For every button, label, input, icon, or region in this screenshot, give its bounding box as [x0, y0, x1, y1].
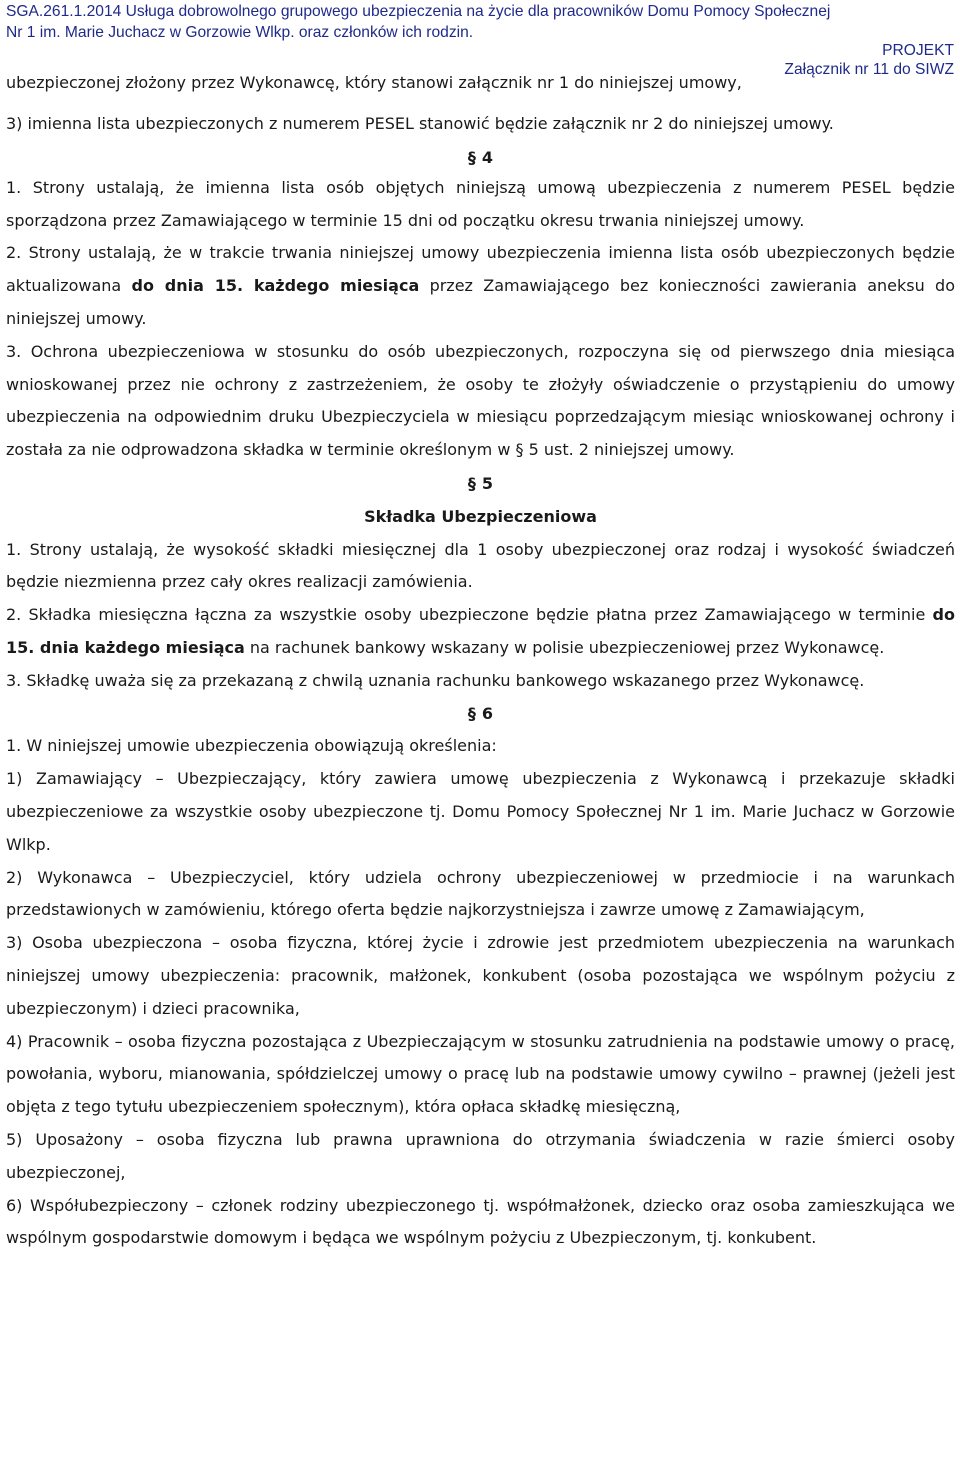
text-run: 2. Składka miesięczna łączna za wszystkie osoby ubezpieczone będzie płatna przez Zamawiającego w terminie	[6, 605, 933, 625]
section-4-point-1: 1. Strony ustalają, że imienna lista osób objętych niniejszą umową ubezpieczenia z numerem PESEL będzie sporządzona przez Zamawiającego w terminie 15 dni od początku okresu trwania niniejszej umowy.	[6, 177, 955, 230]
header-line-2-left: Nr 1 im. Marie Juchacz w Gorzowie Wlkp. oraz członków ich rodzin.	[6, 24, 474, 41]
paragraph-continuation-2: 3) imienna lista ubezpieczonych z numerem PESEL stanowić będzie załącznik nr 2 do niniejszej umowy.	[6, 114, 834, 133]
definition-5: 5) Uposażony – osoba fizyczna lub prawna uprawniona do otrzymania świadczenia w razie śmierci osoby ubezpieczonej,	[6, 1129, 955, 1182]
section-4-point-3: 3. Ochrona ubezpieczeniowa w stosunku do osób ubezpieczonych, rozpoczyna się od pierwszego dnia miesiąca wnioskowanej przez nie ochrony z zastrzeżeniem, że osoby te złożyły oświadczenie o przystąpieniu do umowy ubezpieczenia na odpowiednim druku Ubezpieczyciela w miesiącu poprzedzającym miesiąc wnioskowanej ochrony i została za nie odprowadzona składka w terminie określonym w § 5 ust. 2 niniejszej umowy.	[6, 341, 955, 460]
section-6-heading	[6, 698, 955, 731]
section-5-title: Składka Ubezpieczeniowa	[364, 506, 597, 526]
section-5-point-3: 3. Składkę uważa się za przekazaną z chwilą uznania rachunku bankowego wskazanego przez Wykonawcę.	[6, 670, 865, 690]
section-4-heading	[6, 144, 955, 172]
text-run-bold: do 15. dnia każdego miesiąca	[6, 605, 955, 657]
section-4-point-2	[6, 237, 955, 335]
header-line-2	[0, 22, 960, 43]
attachment-label: Załącznik nr 11 do SIWZ	[784, 61, 954, 78]
definition-1: 1) Zamawiający – Ubezpieczający, który zawiera umowę ubezpieczenia z Wykonawcą i przekazuje składki ubezpieczeniowe za wszystkie osoby ubezpieczone tj. Domu Pomocy Społecznej Nr 1 im. Marie Juchacz w Gorzowie Wlkp.	[6, 769, 955, 854]
section-symbol: §	[467, 473, 476, 493]
definition-6: 6) Współubezpieczony – członek rodziny ubezpieczonego tj. współmałżonek, dziecko oraz osoba zamieszkująca we wspólnym gospodarstwie domowym i będąca we wspólnym pożyciu z Ubezpieczonym, tj. konkubent.	[6, 1195, 955, 1248]
document-body	[0, 68, 960, 1255]
paragraph-continuation-1: ubezpieczonej złożony przez Wykonawcę, który stanowi załącznik nr 1 do niniejszej umowy,	[6, 73, 742, 92]
section-6-point-1: 1. W niniejszej umowie ubezpieczenia obowiązują określenia:	[6, 736, 497, 756]
section-5-heading	[6, 468, 955, 501]
projekt-label: PROJEKT	[882, 42, 954, 59]
text-run: 2. Strony ustalają, że w trakcie trwania niniejszej umowy ubezpieczenia imienna lista osób ubezpieczonych będzie aktualizowana	[6, 243, 955, 296]
definition-2: 2) Wykonawca – Ubezpieczyciel, który udziela ochrony ubezpieczeniowej w przedmiocie i na warunkach przedstawionych w zamówieniu, którego oferta będzie najkorzystniejsza i zawrze umowę z Zamawiającym,	[6, 867, 955, 920]
section-number: 4	[481, 147, 494, 167]
text-run: na rachunek bankowy wskazany w polisie ubezpieczeniowej przez Wykonawcę.	[244, 637, 885, 657]
header-line-1: SGA.261.1.2014 Usługa dobrowolnego grupowego ubezpieczenia na życie dla pracowników Domu Pomocy Społecznej	[6, 3, 831, 20]
definition-4: 4) Pracownik – osoba fizyczna pozostająca z Ubezpieczającym w stosunku zatrudnienia na podstawie umowy o pracę, powołania, wyboru, mianowania, spółdzielczej umowy o pracę lub na podstawie umowy cywilno – prawnej (jeżeli jest objęta z tego tytułu ubezpieczeniem społecznym), która opłaca składkę miesięczną,	[6, 1031, 955, 1117]
text-run: przez Zamawiającego bez konieczności zawierania aneksu do niniejszej umowy.	[6, 276, 956, 328]
section-number: 6	[481, 703, 494, 723]
section-number: 5	[481, 473, 494, 493]
section-symbol: §	[467, 703, 476, 723]
definition-3: 3) Osoba ubezpieczona – osoba fizyczna, której życie i zdrowie jest przedmiotem ubezpieczenia na warunkach niniejszej umowy ubezpieczenia: pracownik, małżonek, konkubent (osoba pozostająca we wspólnym pożyciu z ubezpieczonym) i dzieci pracownika,	[6, 933, 955, 1018]
text-run-bold: do dnia 15. każdego miesiąca	[131, 276, 420, 296]
section-symbol: §	[467, 147, 476, 167]
section-5-point-2	[6, 599, 955, 665]
section-5-point-1: 1. Strony ustalają, że wysokość składki miesięcznej dla 1 osoby ubezpieczonej oraz rodzaj i wysokość świadczeń będzie niezmienna przez cały okres realizacji zamówienia.	[6, 539, 955, 592]
